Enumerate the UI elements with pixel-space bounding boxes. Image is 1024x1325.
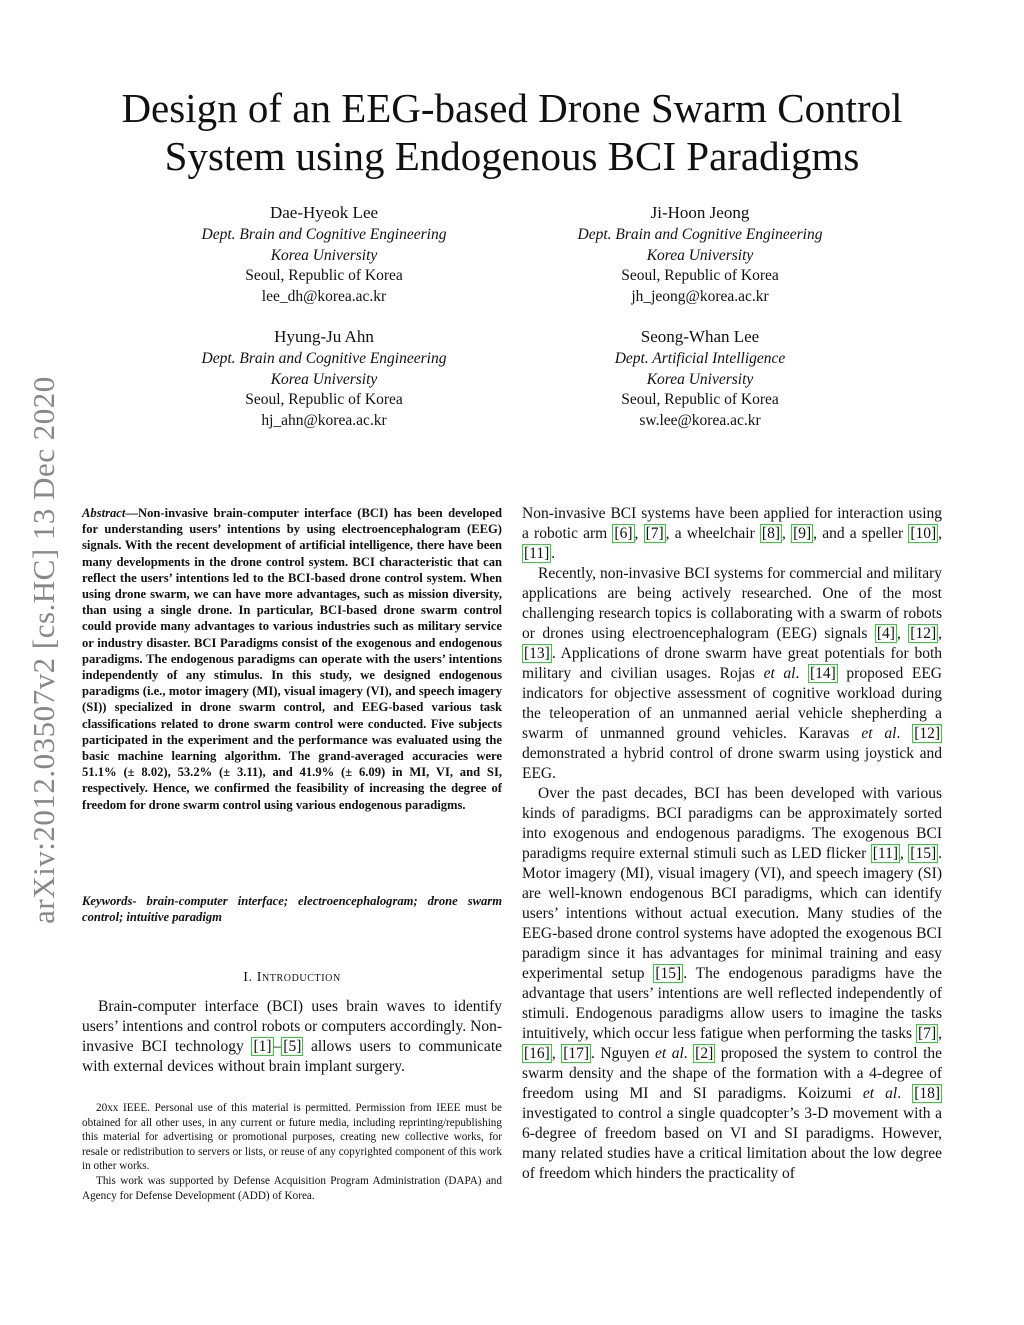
citation-link[interactable]: [2] [695,1045,714,1062]
citation-link[interactable]: [10] [910,525,937,542]
author-dept: Dept. Brain and Cognitive Engineering [577,226,823,243]
separator: , [782,525,792,542]
separator: , [938,525,943,542]
author-block-3 [154,325,494,431]
body-text: demonstrated a hybrid control of drone swarm using joystick and EEG. [522,745,942,782]
author-email[interactable]: jh_jeong@korea.ac.kr [631,287,769,305]
body-paragraph-1 [522,504,942,564]
body-text: . [683,1045,694,1062]
body-text: Non-invasive BCI systems have been applied for interaction using a robotic arm [522,505,942,542]
arxiv-identifier-stamp[interactable]: arXiv:2012.03507v2 [cs.HC] 13 Dec 2020 [26,376,61,924]
body-text: investigated to control a single quadcopter’s 3-D movement with a 6-degree of freedom based on VI and SI paradigms. However, many related studies have a critical limitation about the low degree of freedom which hinders the practicality of [522,1105,942,1182]
body-text: . The endogenous paradigms have the advantage that users’ intentions are well reflected independently of stimuli. Endogenous paradigms allow users to imagine the tasks intuitively, which occur less fatigue when performing the tasks [522,965,943,1042]
body-text: . [795,665,808,682]
intro-text: Brain-computer interface (BCI) uses brain waves to identify users’ intentions and control robots or computers accordingly. Non-invasive BCI technology [82,998,502,1055]
author-university: Korea University [270,370,378,388]
body-text: Recently, non-invasive BCI systems for commercial and military applications are being actively researched. One of the most challenging research topics is collaborating with a swarm of robots or drones using electroencephalogram (EEG) signals [522,565,942,642]
separator: , [896,625,909,642]
author-location: Seoul, Republic of Korea [245,391,403,408]
intro-text: allows users to communicate with external devices without brain implant surgery. [82,1038,503,1075]
author-university: Korea University [270,246,378,264]
body-text: , a wheelchair [665,525,760,542]
title-line-2: System using Endogenous BCI Paradigms [164,133,860,179]
citation-link[interactable]: [7] [918,1025,937,1042]
funding-footnote: This work was supported by Defense Acquisition Program Administration (DAPA) and Agency for Defense Development (ADD) of Korea. [82,1175,502,1202]
section-heading-introduction [82,970,502,986]
citation-link[interactable]: [9] [793,525,812,542]
author-location: Seoul, Republic of Korea [621,391,779,408]
et-al: et al [655,1045,684,1062]
citation-link[interactable]: [15] [655,965,682,982]
citation-link[interactable]: [17] [563,1045,590,1062]
separator: , [899,845,909,862]
citation-link[interactable]: [6] [614,525,633,542]
abstract-label: Abstract [82,506,126,520]
citation-link[interactable]: [1] [253,1038,272,1055]
copyright-footnote: 20xx IEEE. Personal use of this material is permitted. Permission from IEEE must be obtained for all other uses, in any current or future media, including reprinting/republishing this material for advertising or promotional purposes, creating new collective works, for resale or redistribution to servers or lists, or reuse of any copyrighted component of this work in other works. [82,1102,502,1173]
separator: , [551,1045,562,1062]
section-title: Introduction [256,970,341,985]
author-location: Seoul, Republic of Korea [245,267,403,284]
body-text: Over the past decades, BCI has been developed with various kinds of paradigms. BCI paradigms can be approximately sorted into exogenous and endogenous paradigms. The exogenous BCI paradigms require external stimuli such as LED flicker [522,785,942,862]
citation-link[interactable]: [14] [809,665,836,682]
et-al: et al [861,725,897,742]
body-text: . Applications of drone swarm have great potentials for both military and civilian usages. Rojas [522,645,942,682]
paper-title [90,84,934,180]
author-block-1 [154,201,494,307]
author-email[interactable]: lee_dh@korea.ac.kr [261,287,387,305]
abstract-dash: — [125,506,138,520]
body-text: . Nguyen [591,1045,656,1062]
separator: , [938,625,942,642]
author-name: Dae-Hyeok Lee [269,203,379,222]
author-dept: Dept. Artificial Intelligence [614,350,786,367]
range-dash: – [273,1038,282,1055]
body-paragraph-3 [522,784,942,1184]
author-name: Seong-Whan Lee [640,327,760,346]
author-location: Seoul, Republic of Korea [621,267,779,284]
citation-link[interactable]: [5] [283,1038,302,1055]
citation-link[interactable]: [15] [910,845,937,862]
et-al: et al [862,1085,898,1102]
author-name: Hyung-Ju Ahn [274,327,374,346]
author-email[interactable]: hj_ahn@korea.ac.kr [261,411,387,429]
body-paragraph-2 [522,564,942,784]
intro-paragraph [82,997,502,1077]
body-text: . [897,1085,913,1102]
author-block-4 [530,325,870,431]
citation-link[interactable]: [18] [914,1085,941,1102]
section-number: I. [243,970,253,985]
author-block-2 [530,201,870,307]
body-text: , and a speller [813,525,909,542]
abstract-text: Non-invasive brain-computer interface (BCI) has been developed for understanding users’ intentions by using electroencephalogram (EEG) signals. With the recent development of artificial intelligence, there have been many developments in the drone control system. BCI characteristic that can reflect the users’ intentions led to the BCI-based drone control system. When using drone swarm, we can have more advantages, such as mission diversity, than using a single drone. In particular, BCI-based drone swarm control could provide many advantages to various industries such as military service or industry disaster. BCI Paradigms consist of the exogenous and endogenous paradigms. The endogenous paradigms can operate with the users’ intentions independently of any stimulus. In this study, we designed endogenous paradigms (i.e., motor imagery (MI), visual imagery (VI), and speech imagery (SI)) specialized in drone swarm control, and EEG-based various task classifications related to drone swarm control were conducted. Five subjects participated in the experiment and the performance was evaluated using the basic machine learning algorithm. The grand-averaged accuracies were 51.1% (± 8.02), 53.2% (± 3.11), and 41.9% (± 6.09) in MI, VI, and SI, respectively. Hence, we confirmed the feasibility of increasing the degree of freedom for drone swarm control using various endogenous paradigms. [82,506,502,812]
author-name: Ji-Hoon Jeong [650,203,750,222]
abstract [82,505,502,813]
body-text: proposed the system to control the swarm density and the shape of the formation with a 4-degree of freedom using MI and SI paradigms. Koizumi [522,1045,943,1102]
title-line-1: Design of an EEG-based Drone Swarm Control [121,85,903,131]
citation-link[interactable]: [7] [645,525,664,542]
author-university: Korea University [646,246,754,264]
et-al: et al [763,665,796,682]
citation-link[interactable]: [8] [761,525,780,542]
citation-link[interactable]: [12] [914,725,941,742]
author-dept: Dept. Brain and Cognitive Engineering [201,350,447,367]
separator: , [634,525,644,542]
body-text: proposed EEG indicators for objective assessment of cognitive workload during the teleoperation of an unmanned aerial vehicle shepherding a swarm of unmanned ground vehicles. Karavas [522,665,943,742]
citation-link[interactable]: [11] [524,545,550,562]
author-dept: Dept. Brain and Cognitive Engineering [201,226,447,243]
author-email[interactable]: sw.lee@korea.ac.kr [639,411,761,429]
citation-link[interactable]: [16] [524,1045,550,1062]
separator: . [551,545,556,562]
citation-link[interactable]: [4] [876,625,895,642]
citation-link[interactable]: [12] [910,625,937,642]
body-text: . [896,725,913,742]
citation-link[interactable]: [13] [524,645,550,662]
citation-link[interactable]: [11] [872,845,898,862]
separator: , [938,1025,942,1042]
keywords: Keywords- brain-computer interface; electroencephalogram; drone swarm control; intuitive paradigm [82,894,502,925]
body-text: . Motor imagery (MI), visual imagery (VI), and speech imagery (SI) are well-known endogenous BCI paradigms, which can identify users’ intentions without actual execution. Many studies of the EEG-based drone control systems have adopted the exogenous BCI paradigm since it has advantages for minimal training and easy experimental setup [522,845,942,982]
author-university: Korea University [646,370,754,388]
